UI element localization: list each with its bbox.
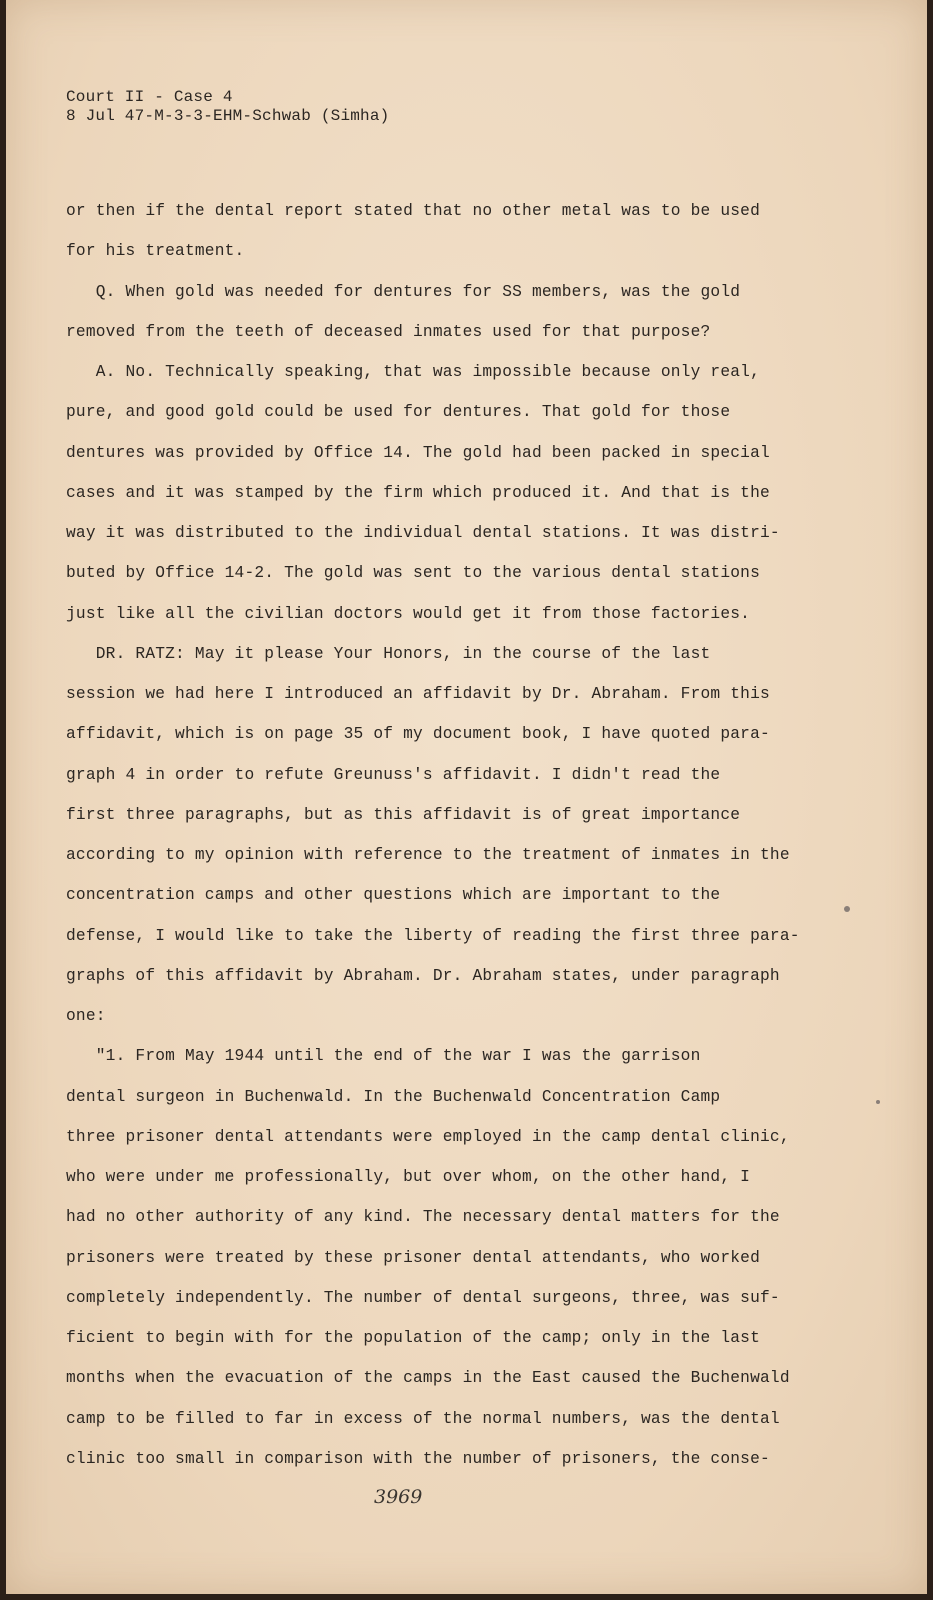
paper-speck <box>876 1100 880 1104</box>
page-number: 3969 <box>374 1486 423 1508</box>
transcript-line: prisoners were treated by these prisoner dental attendants, who worked <box>66 1248 760 1267</box>
transcript-line: first three paragraphs, but as this affidavit is of great importance <box>66 805 741 824</box>
document-page <box>6 0 927 1594</box>
transcript-line: dental surgeon in Buchenwald. In the Buchenwald Concentration Camp <box>66 1087 721 1106</box>
transcript-line: buted by Office 14-2. The gold was sent to the various dental stations <box>66 564 760 583</box>
transcript-line: graphs of this affidavit by Abraham. Dr. Abraham states, under paragraph <box>66 966 780 985</box>
transcript-line: concentration camps and other questions which are important to the <box>66 886 721 905</box>
transcript-line: had no other authority of any kind. The necessary dental matters for the <box>66 1208 780 1227</box>
transcript-line: ficient to begin with for the population of the camp; only in the last <box>66 1329 760 1347</box>
transcript-line: graph 4 in order to refute Greunuss's affidavit. I didn't read the <box>66 765 721 784</box>
transcript-line: months when the evacuation of the camps in the East caused the Buchenwald <box>66 1369 790 1388</box>
transcript-line: defense, I would like to take the liberty of reading the first three para- <box>66 926 800 945</box>
transcript-line: removed from the teeth of deceased inmates used for that purpose? <box>66 322 711 341</box>
transcript-line: one: <box>66 1007 106 1025</box>
paper-speck <box>844 906 850 912</box>
transcript-line: cases and it was stamped by the firm which produced it. And that is the <box>66 483 770 502</box>
case-header: Court II - Case 4 <box>66 88 233 106</box>
transcript-line: dentures was provided by Office 14. The gold had been packed in special <box>66 443 770 462</box>
transcript-line: camp to be filled to far in excess of the normal numbers, was the dental <box>66 1409 780 1428</box>
transcript-line: or then if the dental report stated that no other metal was to be used <box>66 202 760 220</box>
transcript-line: completely independently. The number of dental surgeons, three, was suf- <box>66 1288 780 1307</box>
transcript-line: just like all the civilian doctors would get it from those factories. <box>66 604 751 623</box>
transcript-line: "1. From May 1944 until the end of the war I was the garrison <box>66 1047 701 1066</box>
session-header: 8 Jul 47-M-3-3-EHM-Schwab (Simha) <box>66 107 390 125</box>
transcript-line: for his treatment. <box>66 242 245 261</box>
transcript-line: three prisoner dental attendants were employed in the camp dental clinic, <box>66 1127 790 1146</box>
transcript-line: pure, and good gold could be used for dentures. That gold for those <box>66 403 731 422</box>
transcript-line: affidavit, which is on page 35 of my document book, I have quoted para- <box>66 725 770 744</box>
transcript-line: who were under me professionally, but over whom, on the other hand, I <box>66 1168 751 1186</box>
transcript-line: clinic too small in comparison with the number of prisoners, the conse- <box>66 1449 770 1468</box>
transcript-line: according to my opinion with reference to the treatment of inmates in the <box>66 846 790 864</box>
transcript-line: A. No. Technically speaking, that was impossible because only real, <box>66 363 760 381</box>
transcript-line: way it was distributed to the individual dental stations. It was distri- <box>66 524 780 542</box>
transcript-line: DR. RATZ: May it please Your Honors, in the course of the last <box>66 644 711 663</box>
transcript-line: session we had here I introduced an affidavit by Dr. Abraham. From this <box>66 685 770 703</box>
transcript-line: Q. When gold was needed for dentures for SS members, was the gold <box>66 282 741 301</box>
